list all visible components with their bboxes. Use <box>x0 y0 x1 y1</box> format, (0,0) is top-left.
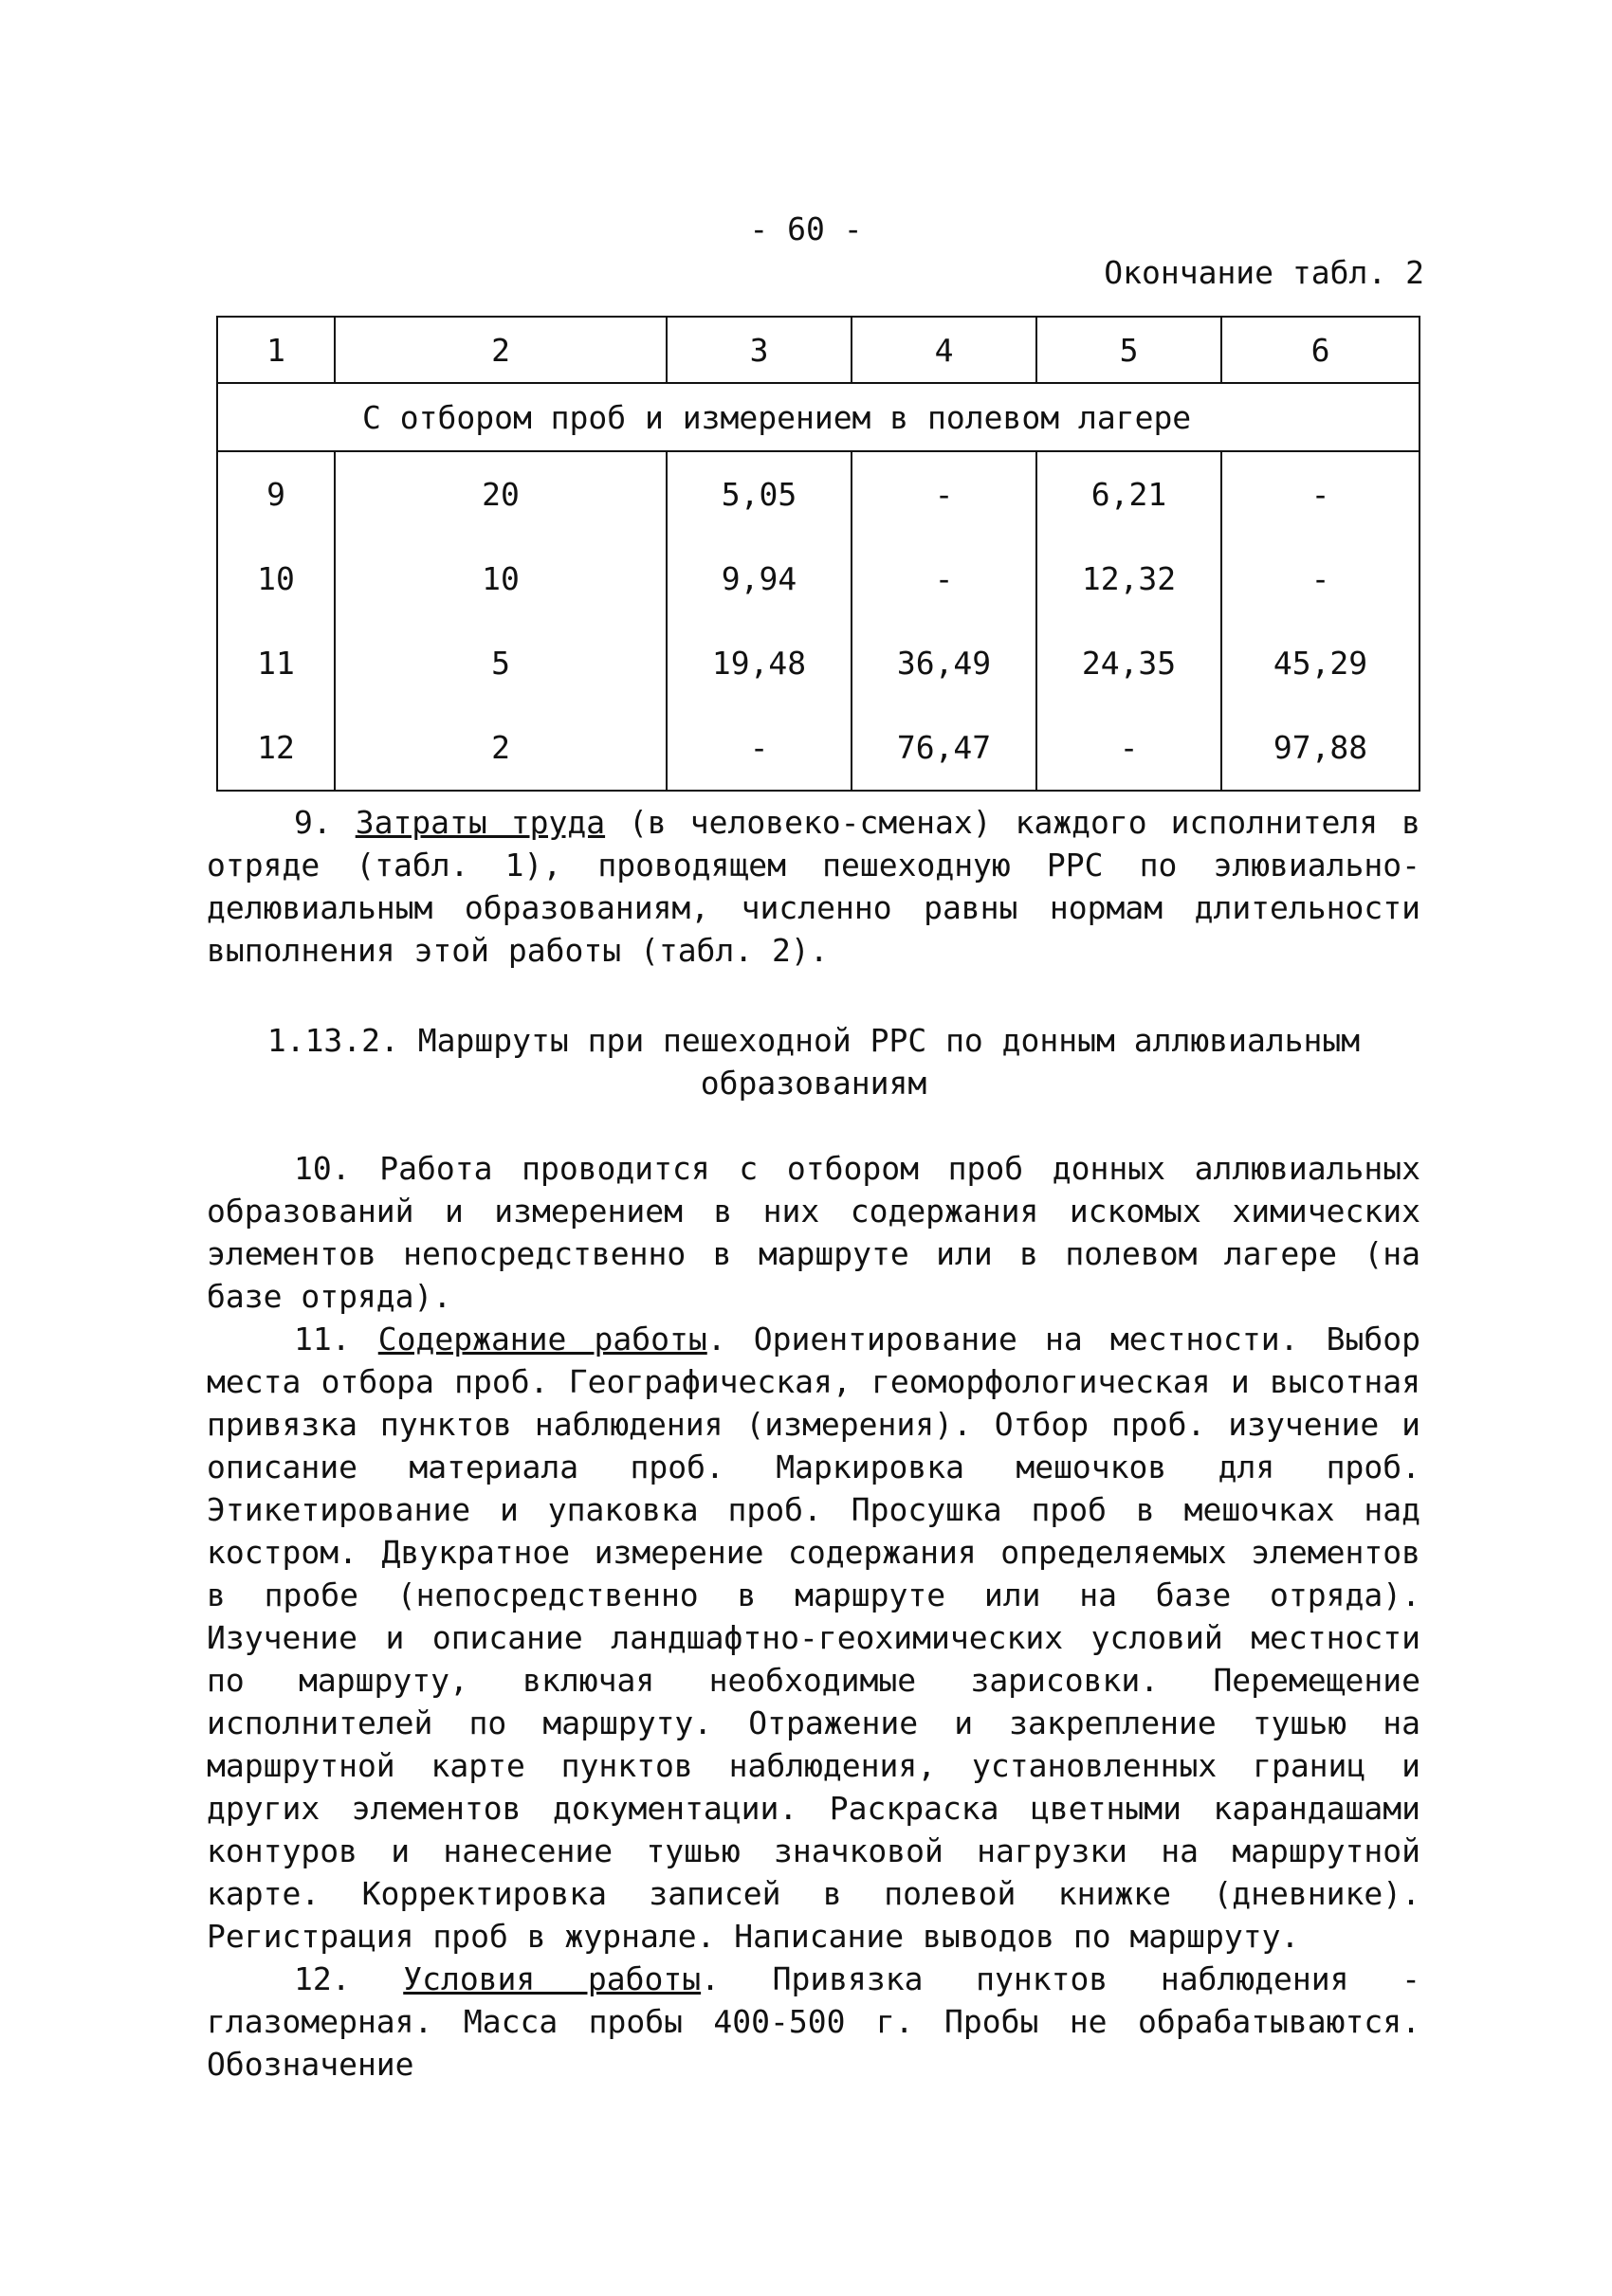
item-number: 9. <box>294 804 356 841</box>
table-cell: 45,29 <box>1221 621 1420 705</box>
table-cell: 97,88 <box>1221 705 1420 791</box>
table-header-row <box>217 317 1420 383</box>
section-heading-line1: 1.13.2. Маршруты при пешеходной РРС по донным аллювиальным <box>266 1022 1361 1059</box>
paragraph-item-12 <box>207 1958 1420 2086</box>
table-cell: 9,94 <box>667 537 852 621</box>
table-cell: 36,49 <box>852 621 1036 705</box>
table-section-row <box>217 383 1420 451</box>
table-header-cell: 5 <box>1036 317 1221 383</box>
item-text: . Привязка пунктов наблюдения - глазомерная. Масса пробы 400-500 г. Пробы не обрабатываются. Обозначение <box>207 1960 1420 2083</box>
table-cell: 19,48 <box>667 621 852 705</box>
table-cell: 12 <box>217 705 335 791</box>
table-cell: - <box>667 705 852 791</box>
item-text: . Ориентирование на местности. Выбор места отбора проб. Географическая, геоморфологическая и высотная привязка пунктов наблюдения (измерения). Отбор проб. изучение и описание материала проб. Маркировка мешочков для проб. Этикетирование и упаковка проб. Просушка проб в мешочках над костром. Двукратное измерение содержания определяемых элементов в пробе (непосредственно в маршруте или на базе отряда). Изучение и описание ландшафтно-геохимических условий местности по маршруту, включая необходимые зарисовки. Перемещение исполнителей по маршруту. Отражение и закрепление тушью на маршрутной карте пунктов наблюдения, установленных границ и других элементов документации. Раскраска цветными карандашами контуров и нанесение тушью значковой нагрузки на маршрутной карте. Корректировка записей в полевой книжке (дневнике). Регистрация проб в журнале. Написание выводов по маршруту. <box>207 1321 1420 1955</box>
table-cell: 5,05 <box>667 451 852 537</box>
table-cell: 10 <box>335 537 667 621</box>
table-cell: - <box>1221 451 1420 537</box>
paragraph-item-11 <box>207 1318 1420 1958</box>
item-title: Условия работы <box>403 1960 702 1997</box>
table-row <box>217 451 1420 537</box>
page-number: - 60 - <box>749 210 863 247</box>
table-cell: 24,35 <box>1036 621 1221 705</box>
table-cell: 11 <box>217 621 335 705</box>
table-cell: - <box>1221 537 1420 621</box>
table-header-cell: 2 <box>335 317 667 383</box>
table-cell: 6,21 <box>1036 451 1221 537</box>
item-number: 11. <box>294 1321 378 1358</box>
table-cell: - <box>852 451 1036 537</box>
section-heading <box>207 1019 1420 1104</box>
table-cell: - <box>1036 705 1221 791</box>
table-header-cell: 6 <box>1221 317 1420 383</box>
paragraph-item-9 <box>207 801 1420 972</box>
table-cell: 76,47 <box>852 705 1036 791</box>
table-caption: Окончание табл. 2 <box>1104 254 1424 291</box>
table-row <box>217 621 1420 705</box>
table-cell: - <box>852 537 1036 621</box>
table-header-cell: 1 <box>217 317 335 383</box>
data-table <box>216 316 1420 792</box>
table-cell: 5 <box>335 621 667 705</box>
section-heading-line2: образованиям <box>700 1065 927 1102</box>
item-text: (в человеко-сменах) каждого исполнителя в отряде (табл. 1), проводящем пешеходную РРС по элювиально-делювиальным образованиям, численно равны нормам длительности выполнения этой работы (табл. 2). <box>207 804 1420 969</box>
table-header-cell: 4 <box>852 317 1036 383</box>
table-cell: 10 <box>217 537 335 621</box>
table-cell: 12,32 <box>1036 537 1221 621</box>
item-title: Затраты труда <box>355 804 606 841</box>
paragraph-item-10: 10. Работа проводится с отбором проб донных аллювиальных образований и измерением в них содержания искомых химических элементов непосредственно в маршруте или в полевом лагере (на базе отряда). <box>207 1150 1420 1315</box>
table-cell: 20 <box>335 451 667 537</box>
table-cell: 2 <box>335 705 667 791</box>
item-number: 12. <box>294 1960 404 1997</box>
table-cell: 9 <box>217 451 335 537</box>
table-header-cell: 3 <box>667 317 852 383</box>
item-title: Содержание работы <box>377 1321 707 1358</box>
table-section-title: С отбором проб и измерением в полевом лагере <box>217 383 1420 451</box>
table-row <box>217 537 1420 621</box>
table-row <box>217 705 1420 791</box>
